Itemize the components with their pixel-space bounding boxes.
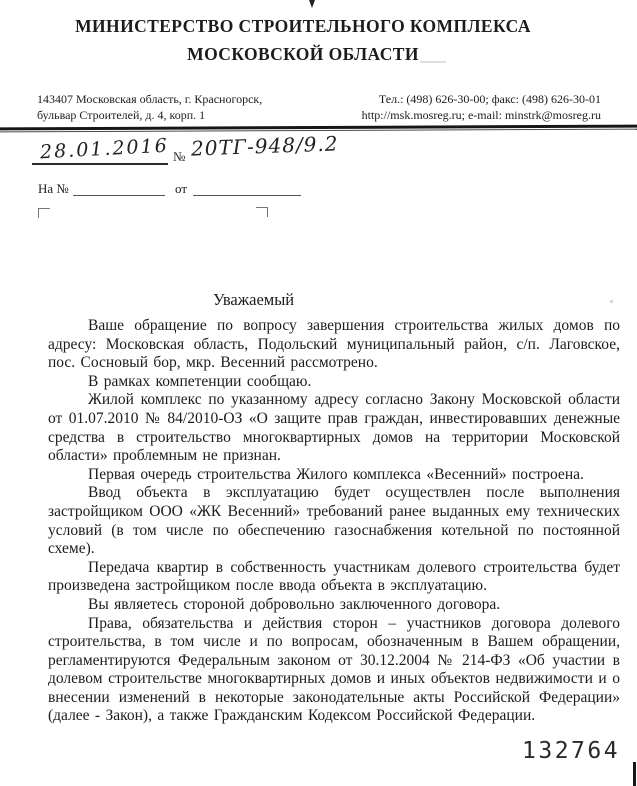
address-line2: бульвар Строителей, д. 4, корп. 1 — [37, 107, 206, 122]
addressee-corner-mark-right — [256, 207, 268, 217]
addressee-corner-mark-left — [38, 208, 50, 218]
ministry-title-line1: МИНИСТЕРСТВО СТРОИТЕЛЬНОГО КОМПЛЕКСА — [75, 16, 531, 36]
incoming-date-blank — [193, 195, 301, 196]
paragraph-competence: В рамках компетенции сообщаю. — [88, 372, 312, 390]
phone-fax-line: Тел.: (498) 626-30-00; факс: (498) 626-30-01 — [378, 92, 601, 106]
paragraph-legal-framework: Права, обязательства и действия сторон – участников договора долевого строительства, в том числе и по вопросам, обозначенным в Вашем обращении, регламентируются Федеральным законом от 30.12.2004 № 214-ФЗ «Об участии в долевом строительстве многоквартирных домов и иных объектов недвижимости и о внесении изменений в некоторые законодательные акты Российской Федерации» (далее - Закон), а также Гражданским Кодексом Российской Федерации. — [48, 614, 620, 725]
incoming-reference-label: На № — [38, 181, 69, 196]
paragraph-not-problem-object: Жилой комплекс по указанному адресу согласно Закону Московской области от 01.07.2010 № 84/2010-ОЗ «О защите прав граждан, инвестировавших денежные средства в строительство многоквартирных домов на территории Московской области» проблемным не признан. — [48, 391, 620, 465]
paragraph-voluntary-contract: Вы являетесь стороной добровольно заключенного договора. — [88, 595, 501, 613]
paragraph-apartment-transfer: Передача квартир в собственность участникам долевого строительства будет произведена застройщиком после ввода объекта в эксплуатацию. — [48, 558, 620, 595]
scan-noise-speck — [610, 300, 613, 303]
handwritten-outgoing-number: 20ТГ-948/9.2 — [190, 131, 339, 161]
ministry-title — [0, 12, 606, 68]
ministry-contact-block — [362, 92, 601, 123]
cutoff-emblem-mark-icon — [309, 0, 315, 8]
paragraph-commissioning-conditions: Ввод объекта в эксплуатацию будет осуществлен после выполнения застройщиком ООО «ЖК Весенний» требований ранее выданных ему технических условий (в том числе по обеспечению газоснабжения котельной по постоянной схеме). — [48, 484, 620, 558]
incoming-from-label: от — [175, 181, 188, 196]
outgoing-number-label: № — [173, 149, 186, 164]
handwritten-outgoing-date: 28.01.2016 — [39, 134, 170, 164]
ministry-title-line2: МОСКОВСКОЙ ОБЛАСТИ — [187, 44, 419, 64]
outgoing-date-underline — [32, 163, 168, 165]
salutation: Уважаемый — [213, 290, 295, 309]
address-line1: 143407 Московская область, г. Красногорск, — [37, 92, 263, 106]
paragraph-first-stage-built: Первая очередь строительства Жилого комплекса «Весенний» построена. — [88, 465, 584, 483]
letter-body — [48, 317, 620, 726]
incoming-number-blank — [73, 195, 165, 196]
scan-registration-number: 132764 — [522, 738, 621, 764]
scan-noise-speck — [420, 61, 446, 63]
web-email-line: http://msk.mosreg.ru; e-mail: minstrk@mosreg.ru — [361, 107, 601, 122]
scan-edge-artifact — [633, 762, 636, 786]
paragraph-appeal-reviewed: Ваше обращение по вопросу завершения строительства жилых домов по адресу: Московская область, Подольский муниципальный район, с/п. Лаговское, пос. Сосновый бор, мкр. Весенний рассмотрено. — [48, 317, 620, 372]
ministry-address-block — [37, 92, 262, 123]
